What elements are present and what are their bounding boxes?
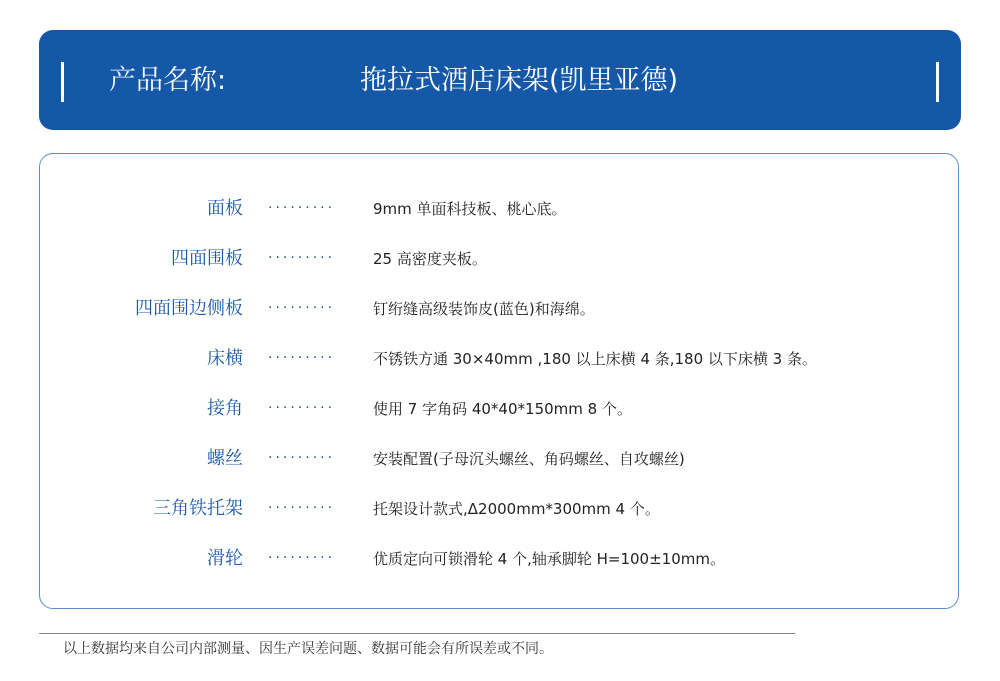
leader-dots: ········· <box>268 550 336 566</box>
spec-row <box>40 244 958 274</box>
spec-name: 床横 <box>207 348 243 369</box>
spec-row <box>40 194 958 224</box>
spec-row <box>40 394 958 424</box>
spec-desc: 使用 7 字角码 40*40*150mm 8 个。 <box>373 400 632 418</box>
spec-name: 接角 <box>207 398 243 419</box>
leader-dots: ········· <box>268 500 336 516</box>
footnote: 以上数据均来自公司内部测量、因生产误差问题、数据可能会有所误差或不同。 <box>63 641 553 657</box>
spec-row <box>40 294 958 324</box>
product-name-label: 产品名称: <box>109 65 227 96</box>
spec-desc: 25 高密度夹板。 <box>373 250 487 268</box>
spec-row <box>40 444 958 474</box>
spec-row <box>40 344 958 374</box>
spec-name: 面板 <box>207 198 243 219</box>
spec-panel <box>39 153 959 609</box>
spec-name: 四面围边侧板 <box>135 298 243 319</box>
spec-row <box>40 494 958 524</box>
spec-desc: 不锈铁方通 30×40mm ,180 以上床横 4 条,180 以下床横 3 条。 <box>373 350 817 368</box>
spec-desc: 9mm 单面科技板、桃心底。 <box>373 200 567 218</box>
leader-dots: ········· <box>268 250 336 266</box>
spec-row <box>40 544 958 574</box>
leader-dots: ········· <box>268 400 336 416</box>
leader-dots: ········· <box>268 450 336 466</box>
spec-name: 螺丝 <box>207 448 243 469</box>
spec-desc: 优质定向可锁滑轮 4 个,轴承脚轮 H=100±10mm。 <box>373 550 725 568</box>
spec-desc: 托架设计款式,Δ2000mm*300mm 4 个。 <box>373 500 660 518</box>
header-right-bar <box>936 62 939 102</box>
leader-dots: ········· <box>268 200 336 216</box>
spec-desc: 安装配置(子母沉头螺丝、角码螺丝、自攻螺丝) <box>373 450 685 468</box>
leader-dots: ········· <box>268 350 336 366</box>
header-left-bar <box>61 62 64 102</box>
spec-desc: 钉绗缝高级装饰皮(蓝色)和海绵。 <box>373 300 595 318</box>
product-header <box>39 30 961 130</box>
product-name-value: 拖拉式酒店床架(凯里亚德) <box>360 65 679 96</box>
footnote-divider <box>39 633 795 634</box>
leader-dots: ········· <box>268 300 336 316</box>
spec-name: 滑轮 <box>207 548 243 569</box>
spec-name: 三角铁托架 <box>153 498 243 519</box>
spec-name: 四面围板 <box>171 248 243 269</box>
